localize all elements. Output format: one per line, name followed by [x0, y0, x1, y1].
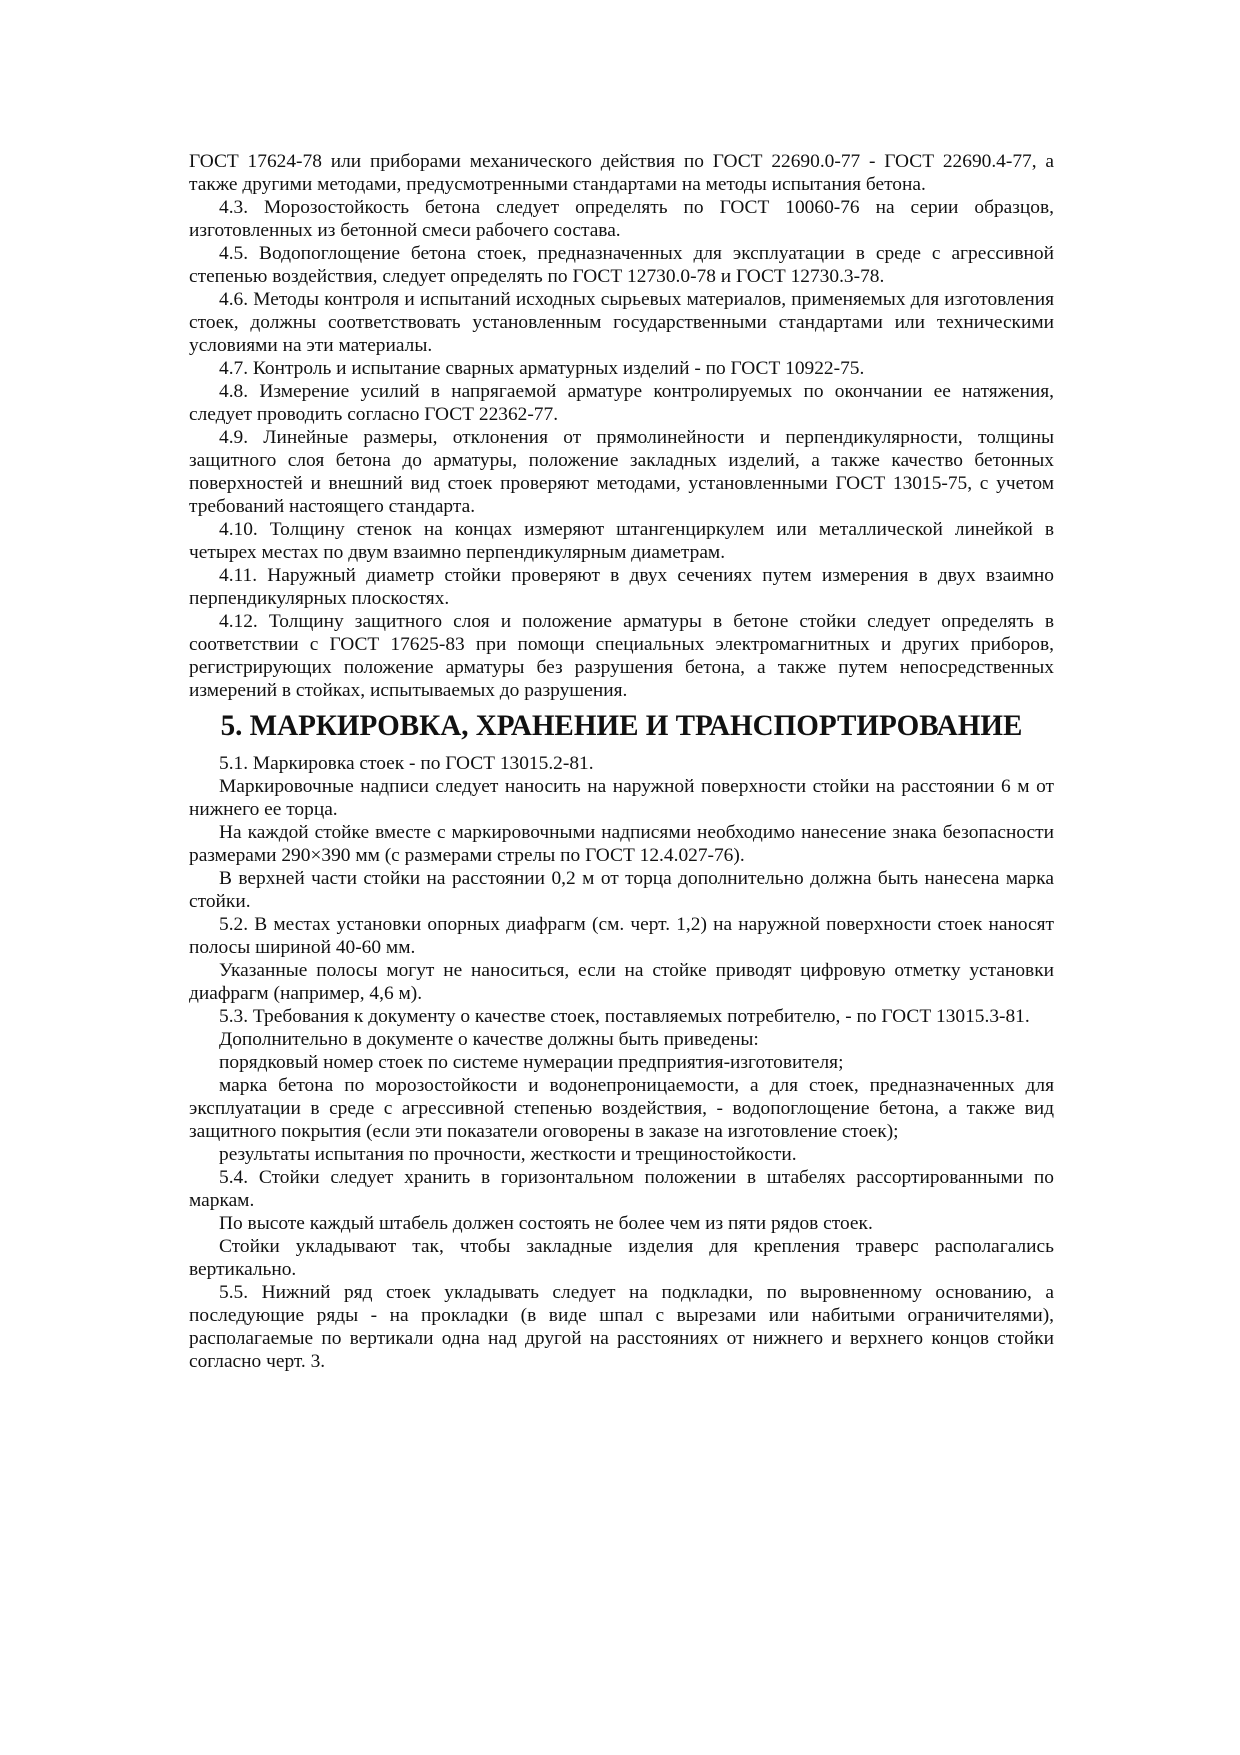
paragraph-4-9: 4.9. Линейные размеры, отклонения от прямолинейности и перпендикулярности, толщины защитного слоя бетона до арматуры, положение закладных изделий, а также качество бетонных поверхностей и внешний вид стоек проверяют методами, установленными ГОСТ 13015-75, с учетом требований настоящего стандарта.	[189, 427, 1054, 517]
paragraph-5-5: 5.5. Нижний ряд стоек укладывать следует на подкладки, по выровненному основанию, а последующие ряды - на прокладки (в виде шпал с вырезами или набитыми ограничителями), располагаемые по вертикали одна над другой на расстояниях от нижнего и верхнего концов стойки согласно черт. 3.	[189, 1282, 1054, 1372]
paragraph-4-11: 4.11. Наружный диаметр стойки проверяют в двух сечениях путем измерения в двух взаимно перпендикулярных плоскостях.	[189, 565, 1054, 609]
paragraph-4-6: 4.6. Методы контроля и испытаний исходных сырьевых материалов, применяемых для изготовления стоек, должны соответствовать установленным государственными стандартами или техническими условиями на эти материалы.	[189, 289, 1054, 356]
paragraph-4-8: 4.8. Измерение усилий в напрягаемой арматуре контролируемых по окончании ее натяжения, следует проводить согласно ГОСТ 22362-77.	[189, 381, 1054, 425]
paragraph-safety-sign: На каждой стойке вместе с маркировочными надписями необходимо нанесение знака безопасности размерами 290×390 мм (с размерами стрелы по ГОСТ 12.4.027-76).	[189, 822, 1054, 866]
paragraph-top-marking: В верхней части стойки на расстоянии 0,2 м от торца дополнительно должна быть нанесена марка стойки.	[189, 868, 1054, 912]
list-item-concrete-grade: марка бетона по морозостойкости и водонепроницаемости, а для стоек, предназначенных для эксплуатации в среде с агрессивной степенью воздействия, - водопоглощение бетона, а также вид защитного покрытия (если эти показатели оговорены в заказе на изготовление стоек);	[189, 1075, 1054, 1142]
paragraph-4-7: 4.7. Контроль и испытание сварных арматурных изделий - по ГОСТ 10922-75.	[219, 358, 865, 379]
paragraph-additional-info: Дополнительно в документе о качестве должны быть приведены:	[219, 1029, 759, 1050]
paragraph-stripes-note: Указанные полосы могут не наноситься, если на стойке приводят цифровую отметку установки диафрагм (например, 4,6 м).	[189, 960, 1054, 1004]
paragraph-4-2-continued: ГОСТ 17624-78 или приборами механического действия по ГОСТ 22690.0-77 - ГОСТ 22690.4-77, а также другими методами, предусмотренными стандартами на методы испытания бетона.	[189, 151, 1054, 195]
document-page	[189, 150, 1054, 1373]
paragraph-5-1: 5.1. Маркировка стоек - по ГОСТ 13015.2-81.	[219, 753, 594, 774]
paragraph-stack-height: По высоте каждый штабель должен состоять не более чем из пяти рядов стоек.	[219, 1213, 873, 1234]
paragraph-5-2: 5.2. В местах установки опорных диафрагм (см. черт. 1,2) на наружной поверхности стоек наносят полосы шириной 40-60 мм.	[189, 914, 1054, 958]
paragraph-5-3: 5.3. Требования к документу о качестве стоек, поставляемых потребителю, - по ГОСТ 13015.3-81.	[219, 1006, 1030, 1027]
list-item-test-results: результаты испытания по прочности, жесткости и трещиностойкости.	[219, 1144, 797, 1165]
paragraph-stacking-orientation: Стойки укладывают так, чтобы закладные изделия для крепления траверс располагались вертикально.	[189, 1236, 1054, 1280]
paragraph-4-10: 4.10. Толщину стенок на концах измеряют штангенциркулем или металлической линейкой в четырех местах по двум взаимно перпендикулярным диаметрам.	[189, 519, 1054, 563]
paragraph-marking-location: Маркировочные надписи следует наносить на наружной поверхности стойки на расстоянии 6 м от нижнего ее торца.	[189, 776, 1054, 820]
section-5-heading: 5. МАРКИРОВКА, ХРАНЕНИЕ И ТРАНСПОРТИРОВАНИЕ	[220, 710, 1023, 742]
paragraph-4-5: 4.5. Водопоглощение бетона стоек, предназначенных для эксплуатации в среде с агрессивной степенью воздействия, следует определять по ГОСТ 12730.0-78 и ГОСТ 12730.3-78.	[189, 243, 1054, 287]
paragraph-4-3: 4.3. Морозостойкость бетона следует определять по ГОСТ 10060-76 на серии образцов, изготовленных из бетонной смеси рабочего состава.	[189, 197, 1054, 241]
list-item-serial-number: порядковый номер стоек по системе нумерации предприятия-изготовителя;	[219, 1052, 844, 1073]
paragraph-4-12: 4.12. Толщину защитного слоя и положение арматуры в бетоне стойки следует определять в соответствии с ГОСТ 17625-83 при помощи специальных электромагнитных и других приборов, регистрирующих положение арматуры без разрушения бетона, а также путем непосредственных измерений в стойках, испытываемых до разрушения.	[189, 611, 1054, 701]
paragraph-5-4: 5.4. Стойки следует хранить в горизонтальном положении в штабелях рассортированными по маркам.	[189, 1167, 1054, 1211]
